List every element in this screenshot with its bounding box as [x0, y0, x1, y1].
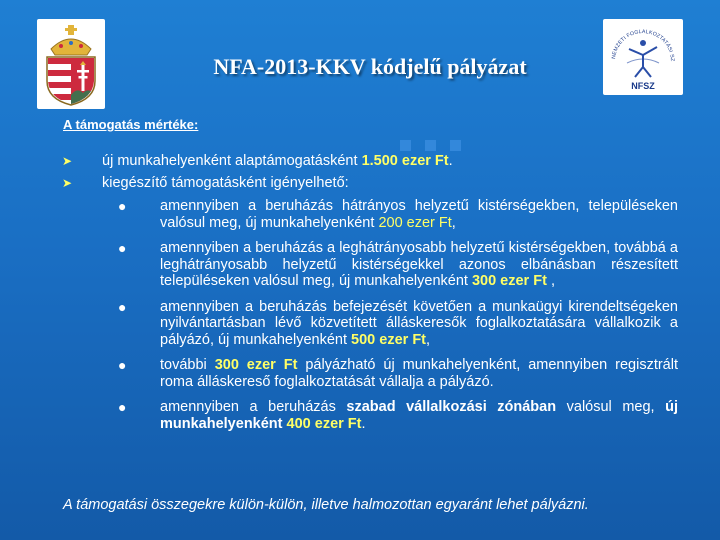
amount-value: 300 ezer Ft: [214, 357, 298, 373]
sub-item-text: amennyiben a beruházás hátrányos helyzetű kistérségekben, településeken valósul meg, új munkahelyenként: [160, 198, 678, 231]
item-text: új munkahelyenként alaptámogatásként: [102, 153, 362, 169]
arrow-bullet-icon: ➤: [62, 154, 73, 168]
dot-bullet-icon: ●: [118, 399, 127, 415]
sub-item-text: további: [160, 357, 215, 373]
nfsz-logo: [603, 19, 683, 95]
dot-bullet-icon: ●: [118, 357, 127, 373]
item-text: kiegészítő támogatásként igényelhető:: [102, 175, 349, 191]
dot-bullet-icon: ●: [118, 240, 127, 256]
zone-text: szabad vállalkozási zónában: [346, 399, 557, 415]
nfsz-arc-text: NEMZETI FOGLALKOZTATÁSI SZ: [611, 28, 676, 62]
sub-item: [102, 357, 678, 390]
amount-value: 200 ezer Ft: [378, 214, 452, 231]
coat-of-arms-icon: [37, 19, 105, 109]
footer-note: A támogatási összegekre külön-külön, illetve halmozottan egyaránt lehet pályázni.: [63, 497, 589, 513]
punctuation: ,: [426, 331, 431, 348]
page-title: NFA-2013-KKV kódjelű pályázat: [213, 54, 527, 79]
list-item-base-support: [62, 153, 678, 170]
sub-item-text: valósul meg,: [556, 399, 666, 415]
deco-square: [425, 140, 436, 151]
sub-item-text: amennyiben a beruházás: [160, 399, 347, 415]
dot-bullet-icon: ●: [118, 298, 127, 315]
nfsz-logo-icon: [603, 19, 683, 95]
sub-item-text: amennyiben a beruházás a leghátrányosabb helyzetű kistérségekben, továbbá a leghátrányosabb helyzetű kistérségekkel azonos elbánásban részesített településeken valósul meg, új munkahelyenként: [160, 240, 678, 289]
punctuation: ,: [451, 214, 456, 231]
svg-text:NEMZETI FOGLALKOZTATÁSI SZOLGÁ: [603, 19, 675, 62]
punctuation: ,: [546, 273, 555, 289]
nfsz-abbr: NFSZ: [631, 81, 655, 91]
supplementary-sublist: [102, 198, 678, 432]
sub-item-text: pályázható új munkahelyenként, amennyiben regisztrált roma álláskereső foglalkoztatását vállalja a pályázó.: [160, 357, 678, 390]
amount-value: 300 ezer Ft: [471, 273, 547, 289]
sub-item: [102, 240, 678, 290]
deco-square: [400, 140, 411, 151]
support-list: [62, 153, 678, 441]
punctuation: .: [361, 415, 366, 432]
new-job-text: új munkahelyenként: [160, 399, 678, 432]
sub-item: [102, 198, 678, 231]
sub-item-text: amennyiben a beruházás befejezését követően a munkaügyi kirendeltségeken nyilvántartásban lévő közvetített álláskeresők foglalkoztatására vállalkozik a pályázó, új munkahelyenként: [160, 298, 678, 348]
section-heading: A támogatás mértéke:: [63, 117, 199, 132]
amount-value: 1.500 ezer Ft: [361, 153, 449, 169]
deco-square: [450, 140, 461, 151]
sub-item: [102, 299, 678, 349]
amount-value: 400 ezer Ft: [286, 415, 362, 432]
amount-value: 500 ezer Ft: [351, 331, 427, 348]
sub-item: [102, 399, 678, 432]
hungarian-coat-of-arms-logo: [37, 19, 105, 109]
list-item-supplementary-support: [62, 175, 678, 432]
dot-bullet-icon: ●: [118, 198, 127, 214]
punctuation: .: [448, 153, 453, 169]
arrow-bullet-icon: ➤: [62, 176, 73, 190]
